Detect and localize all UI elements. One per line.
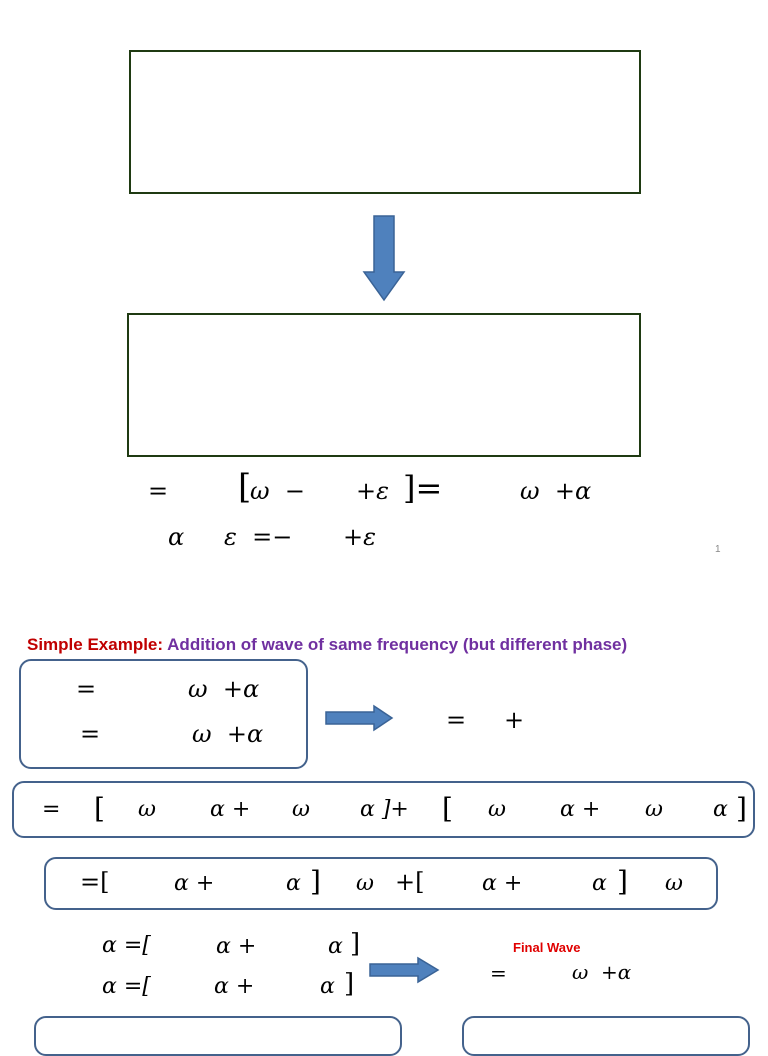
row3-alpha-plus: α + bbox=[216, 934, 257, 959]
row1-omega-4: ω bbox=[645, 797, 663, 822]
down-arrow-icon bbox=[360, 214, 408, 304]
sum-equals: = bbox=[446, 706, 467, 734]
row1-right-bracket-2: ] bbox=[736, 792, 747, 825]
eq1-right-bracket-equals: ]= bbox=[403, 469, 443, 507]
row4-alpha: α bbox=[320, 974, 335, 999]
row1-alpha-bracket-plus: α ]+ bbox=[360, 797, 409, 822]
row1-left-bracket-2: [ bbox=[442, 792, 453, 825]
eq2-epsilon-equals-minus: ε =− bbox=[224, 523, 293, 551]
row4-right-bracket: ] bbox=[344, 969, 355, 999]
row2-equals-bracket: =[ bbox=[80, 868, 110, 896]
row1-alpha-plus-2: α + bbox=[560, 797, 601, 822]
wave2-equals: = bbox=[80, 720, 101, 748]
top-equation-box bbox=[129, 50, 641, 194]
row3-alpha-equals-bracket: α =[ bbox=[102, 933, 151, 958]
two-waves-box bbox=[19, 659, 308, 769]
slide-heading bbox=[27, 635, 627, 655]
heading-purple-part: Addition of wave of same frequency (but different phase) bbox=[167, 635, 628, 654]
row2-alpha-2: α bbox=[592, 871, 607, 896]
final-wave-label: Final Wave bbox=[513, 940, 581, 955]
row2-plus-bracket: +[ bbox=[395, 868, 425, 896]
heading-red-part: Simple Example: bbox=[27, 635, 164, 654]
row1-alpha-plus-1: α + bbox=[210, 797, 251, 822]
eq1-plus-epsilon: +ε bbox=[356, 477, 389, 505]
right-arrow-icon bbox=[324, 704, 394, 732]
row3-alpha: α bbox=[328, 934, 343, 959]
row1-left-bracket-1: [ bbox=[94, 792, 105, 825]
row1-equals: = bbox=[42, 797, 61, 822]
row2-omega-1: ω bbox=[356, 871, 374, 896]
row2-alpha-plus-1: α + bbox=[174, 871, 215, 896]
final-omega-plus-alpha: ω +α bbox=[572, 960, 632, 984]
row4-alpha-equals-bracket: α =[ bbox=[102, 974, 151, 999]
row1-omega-2: ω bbox=[292, 797, 310, 822]
row2-alpha-1: α bbox=[286, 871, 301, 896]
eq2-alpha: α bbox=[168, 523, 185, 551]
row2-alpha-plus-2: α + bbox=[482, 871, 523, 896]
bottom-right-box bbox=[462, 1016, 750, 1056]
eq1-equals: = bbox=[148, 477, 169, 505]
row2-right-bracket-1: ] bbox=[310, 865, 321, 898]
wave1-equals: = bbox=[76, 675, 97, 703]
row1-omega-1: ω bbox=[138, 797, 156, 822]
page-number: 1 bbox=[715, 544, 721, 555]
result-equation-box bbox=[127, 313, 641, 457]
eq1-left-bracket: [ bbox=[238, 467, 252, 507]
row1-alpha-4: α bbox=[713, 797, 728, 822]
wave1-phase: ω +α bbox=[188, 675, 260, 703]
row1-omega-3: ω bbox=[488, 797, 506, 822]
right-arrow-icon bbox=[368, 956, 440, 984]
row3-right-bracket: ] bbox=[350, 929, 361, 959]
sum-plus: + bbox=[504, 706, 525, 734]
eq1-omega-minus: ω − bbox=[250, 477, 305, 505]
eq1-omega-plus-alpha: ω +α bbox=[520, 477, 592, 505]
row4-alpha-plus: α + bbox=[214, 974, 255, 999]
final-equals: = bbox=[490, 961, 507, 985]
row2-omega-2: ω bbox=[665, 871, 683, 896]
row2-right-bracket-2: ] bbox=[617, 865, 628, 898]
bottom-left-box bbox=[34, 1016, 402, 1056]
wave2-phase: ω +α bbox=[192, 720, 264, 748]
eq2-plus-epsilon: +ε bbox=[343, 523, 376, 551]
